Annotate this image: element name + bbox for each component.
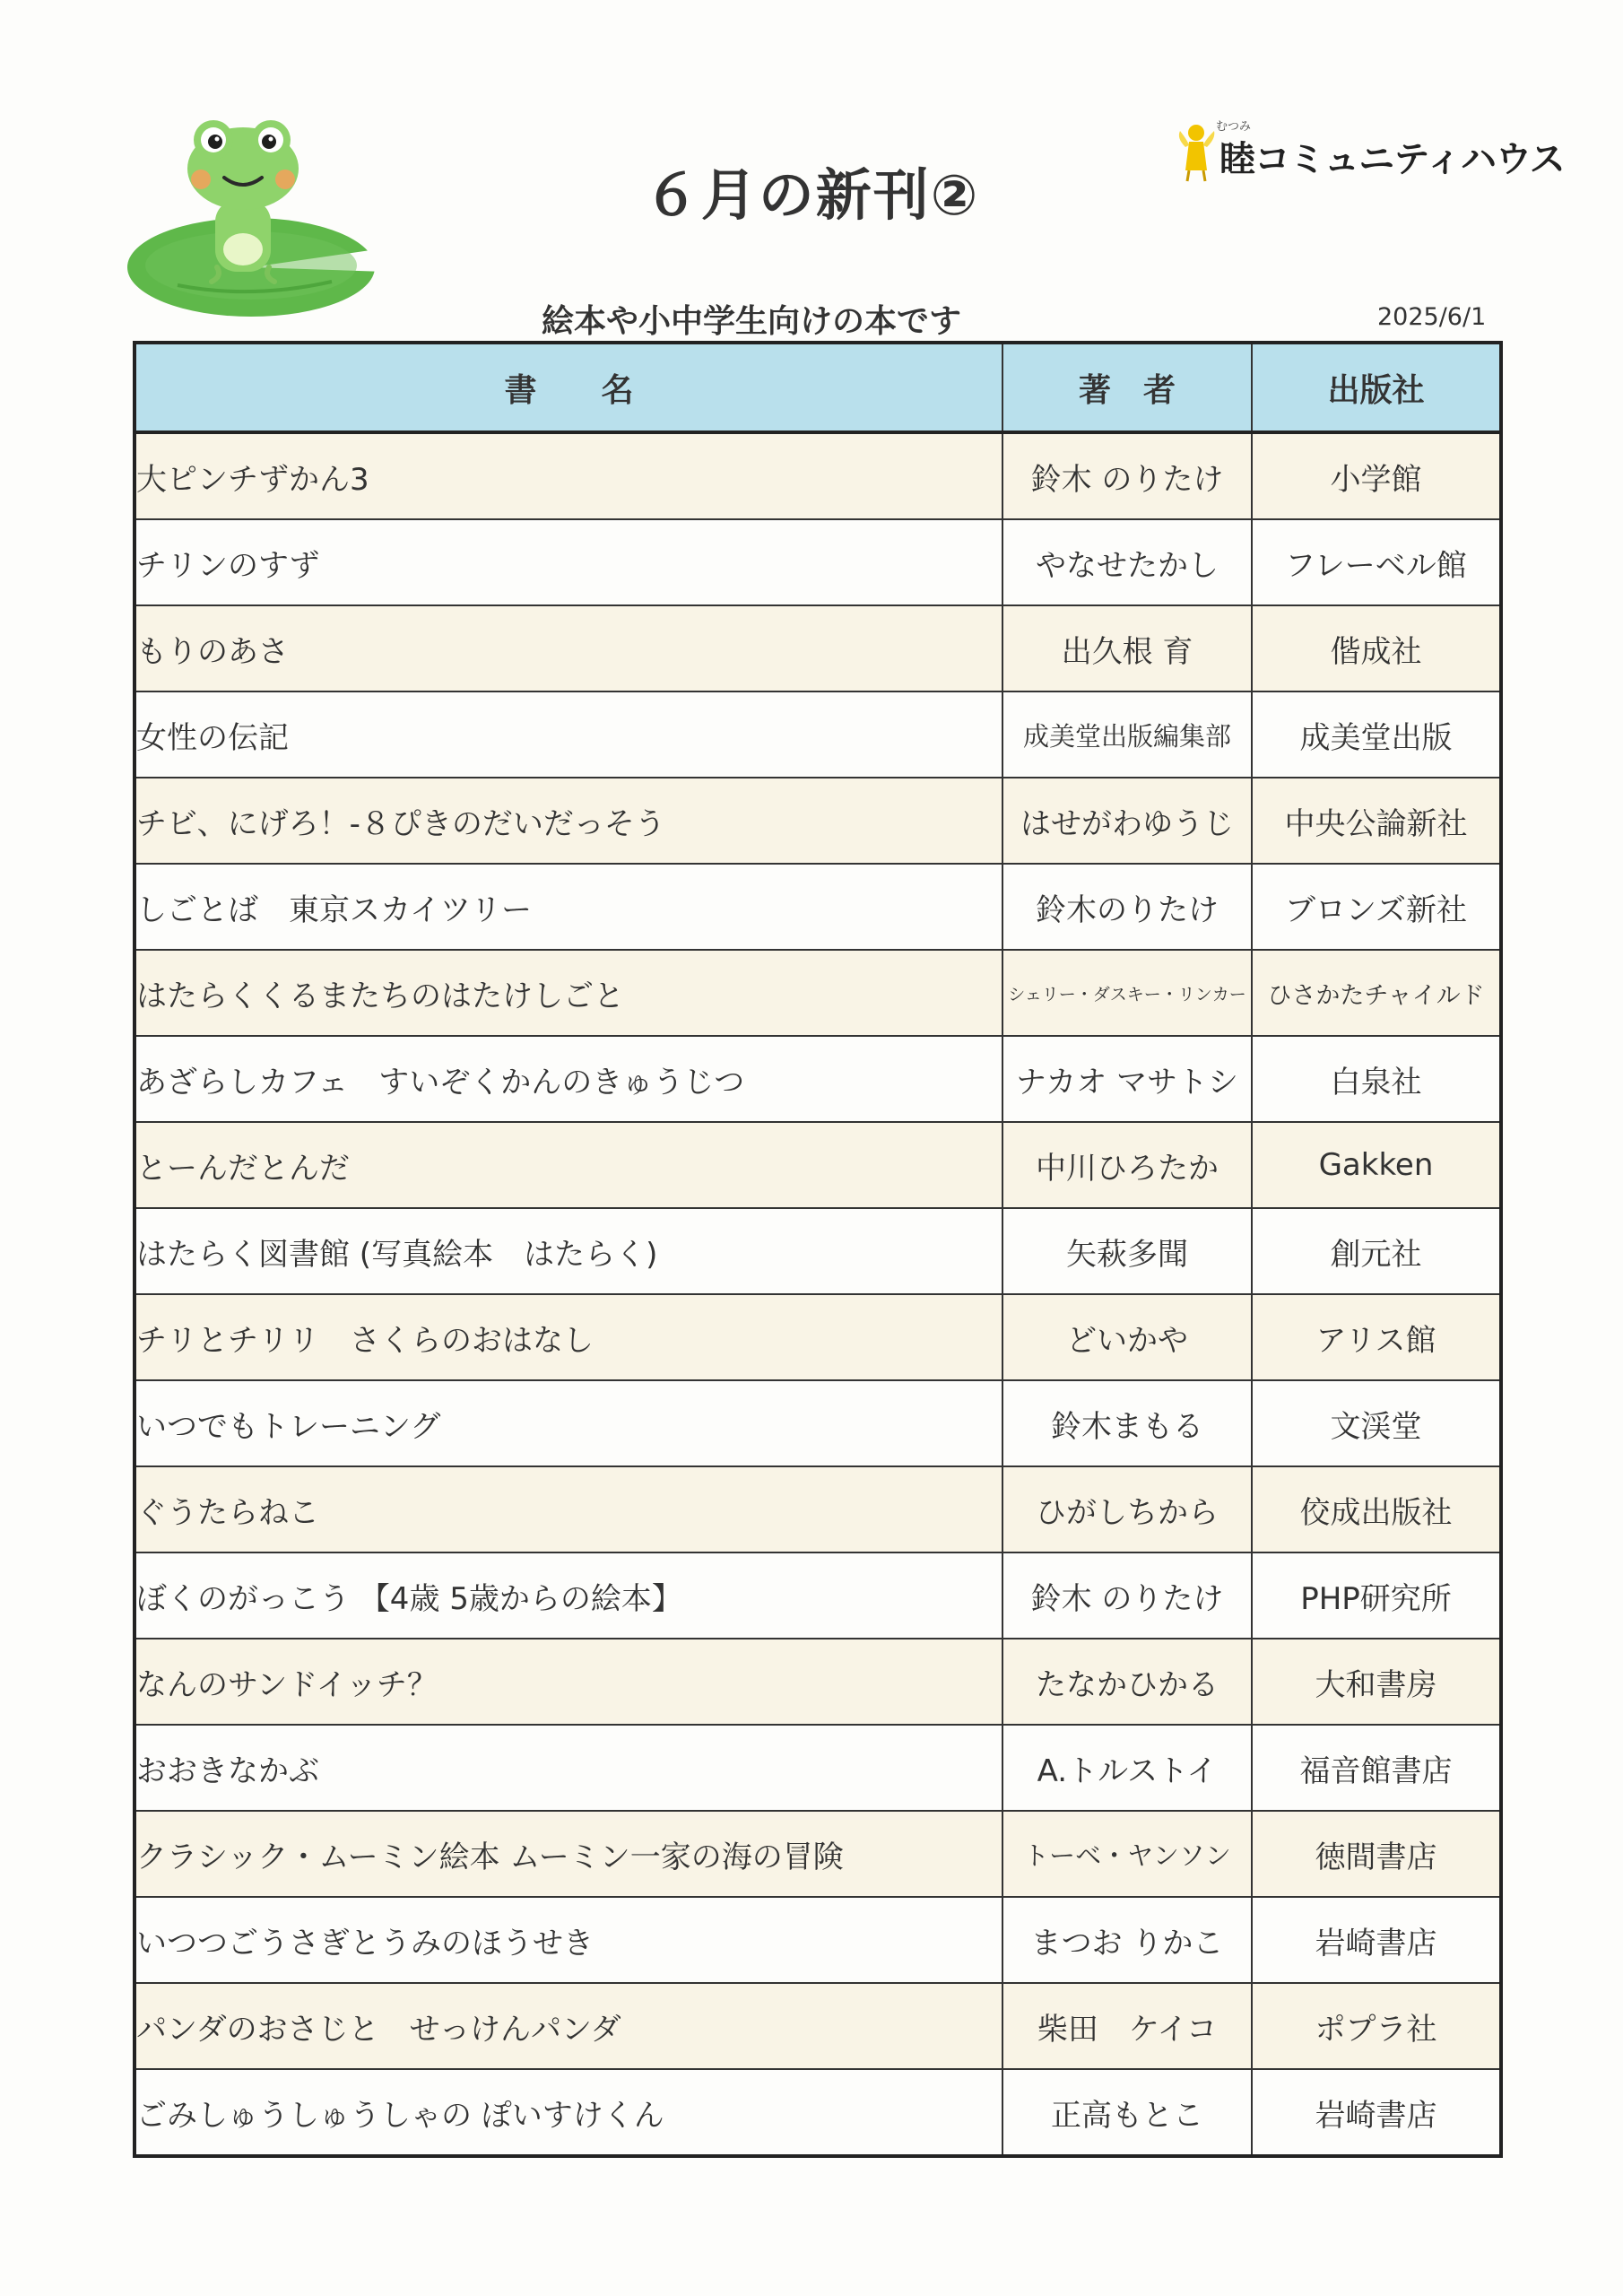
book-author-cell: 成美堂出版編集部 — [1002, 691, 1252, 778]
book-author-cell: シェリー・ダスキー・リンカー — [1002, 950, 1252, 1036]
logo-text: 睦コミュニティハウス — [1219, 139, 1565, 180]
book-title-cell: 女性の伝記 — [135, 691, 1002, 778]
book-author-cell: ナカオ マサトシ — [1002, 1036, 1252, 1122]
table-header-row — [135, 343, 1501, 432]
book-publisher-cell: 文渓堂 — [1252, 1380, 1501, 1466]
new-books-table — [133, 341, 1503, 2158]
column-header-publisher: 出版社 — [1252, 343, 1501, 432]
community-house-logo — [1176, 115, 1565, 187]
book-publisher-cell: Gakken — [1252, 1122, 1501, 1208]
book-title-cell: はたらくくるまたちのはたけしごと — [135, 950, 1002, 1036]
book-title-cell: しごとば 東京スカイツリー — [135, 864, 1002, 950]
book-publisher-cell: ひさかたチャイルド — [1252, 950, 1501, 1036]
book-title-cell: チリとチリリ さくらのおはなし — [135, 1294, 1002, 1380]
book-author-cell: A.トルストイ — [1002, 1725, 1252, 1811]
book-publisher-cell: フレーベル館 — [1252, 519, 1501, 605]
book-author-cell: 正高もとこ — [1002, 2069, 1252, 2156]
page-title: ６月の新刊② — [643, 162, 980, 228]
book-publisher-cell: 岩崎書店 — [1252, 2069, 1501, 2156]
book-publisher-cell: PHP研究所 — [1252, 1552, 1501, 1639]
table-row — [135, 1983, 1501, 2069]
book-publisher-cell: ポプラ社 — [1252, 1983, 1501, 2069]
book-publisher-cell: 岩崎書店 — [1252, 1897, 1501, 1983]
book-publisher-cell: 中央公論新社 — [1252, 778, 1501, 864]
book-publisher-cell: 徳間書店 — [1252, 1811, 1501, 1897]
book-publisher-cell: 小学館 — [1252, 432, 1501, 519]
book-title-cell: あざらしカフェ すいぞくかんのきゅうじつ — [135, 1036, 1002, 1122]
book-title-cell: 大ピンチずかん3 — [135, 432, 1002, 519]
book-title-cell: チリンのすず — [135, 519, 1002, 605]
book-author-cell: 中川ひろたか — [1002, 1122, 1252, 1208]
book-author-cell: 鈴木のりたけ — [1002, 864, 1252, 950]
table-row — [135, 1036, 1501, 1122]
table-row — [135, 1811, 1501, 1897]
book-publisher-cell: 福音館書店 — [1252, 1725, 1501, 1811]
book-author-cell: はせがわゆうじ — [1002, 778, 1252, 864]
book-publisher-cell: 佼成出版社 — [1252, 1466, 1501, 1552]
column-header-author: 著 者 — [1002, 343, 1252, 432]
table-row — [135, 605, 1501, 691]
table-row — [135, 1466, 1501, 1552]
subtitle: 絵本や小中学生向けの本です — [542, 303, 962, 340]
book-author-cell: 鈴木まもる — [1002, 1380, 1252, 1466]
book-author-cell: まつお りかこ — [1002, 1897, 1252, 1983]
table-row — [135, 864, 1501, 950]
book-publisher-cell: 偕成社 — [1252, 605, 1501, 691]
table-row — [135, 519, 1501, 605]
book-title-cell: いつつごうさぎとうみのほうせき — [135, 1897, 1002, 1983]
book-author-cell: 矢萩多聞 — [1002, 1208, 1252, 1294]
book-publisher-cell: 成美堂出版 — [1252, 691, 1501, 778]
book-title-cell: なんのサンドイッチ？ — [135, 1639, 1002, 1725]
table-row — [135, 778, 1501, 864]
book-author-cell: やなせたかし — [1002, 519, 1252, 605]
table-row — [135, 950, 1501, 1036]
table-row — [135, 432, 1501, 519]
book-author-cell: トーベ・ヤンソン — [1002, 1811, 1252, 1897]
table-row — [135, 2069, 1501, 2156]
book-title-cell: チビ、にげろ！-８ぴきのだいだっそう — [135, 778, 1002, 864]
column-header-title: 書 名 — [135, 343, 1002, 432]
book-author-cell: ひがしちから — [1002, 1466, 1252, 1552]
table-row — [135, 1208, 1501, 1294]
book-author-cell: 出久根 育 — [1002, 605, 1252, 691]
book-publisher-cell: アリス館 — [1252, 1294, 1501, 1380]
book-publisher-cell: ブロンズ新社 — [1252, 864, 1501, 950]
book-title-cell: ぐうたらねこ — [135, 1466, 1002, 1552]
book-author-cell: たなかひかる — [1002, 1639, 1252, 1725]
book-publisher-cell: 大和書房 — [1252, 1639, 1501, 1725]
book-author-cell: どいかや — [1002, 1294, 1252, 1380]
book-title-cell: パンダのおさじと せっけんパンダ — [135, 1983, 1002, 2069]
book-publisher-cell: 創元社 — [1252, 1208, 1501, 1294]
issue-date: 2025/6/1 — [1377, 303, 1487, 331]
table-row — [135, 1294, 1501, 1380]
fairy-mascot-icon — [1176, 120, 1218, 183]
book-title-cell: ごみしゅうしゅうしゃの ぽいすけくん — [135, 2069, 1002, 2156]
book-title-cell: とーんだとんだ — [135, 1122, 1002, 1208]
table-row — [135, 1725, 1501, 1811]
table-row — [135, 1122, 1501, 1208]
table-row — [135, 1380, 1501, 1466]
logo-ruby: むつみ — [1216, 120, 1252, 134]
table-row — [135, 691, 1501, 778]
book-publisher-cell: 白泉社 — [1252, 1036, 1501, 1122]
table-row — [135, 1552, 1501, 1639]
book-title-cell: もりのあさ — [135, 605, 1002, 691]
book-author-cell: 柴田 ケイコ — [1002, 1983, 1252, 2069]
book-title-cell: おおきなかぶ — [135, 1725, 1002, 1811]
book-title-cell: いつでもトレーニング — [135, 1380, 1002, 1466]
book-author-cell: 鈴木 のりたけ — [1002, 432, 1252, 519]
book-title-cell: クラシック・ムーミン絵本 ムーミン一家の海の冒険 — [135, 1811, 1002, 1897]
book-title-cell: はたらく図書館 (写真絵本 はたらく) — [135, 1208, 1002, 1294]
table-row — [135, 1639, 1501, 1725]
book-title-cell: ぼくのがっこう 【4歳 5歳からの絵本】 — [135, 1552, 1002, 1639]
table-row — [135, 1897, 1501, 1983]
book-author-cell: 鈴木 のりたけ — [1002, 1552, 1252, 1639]
